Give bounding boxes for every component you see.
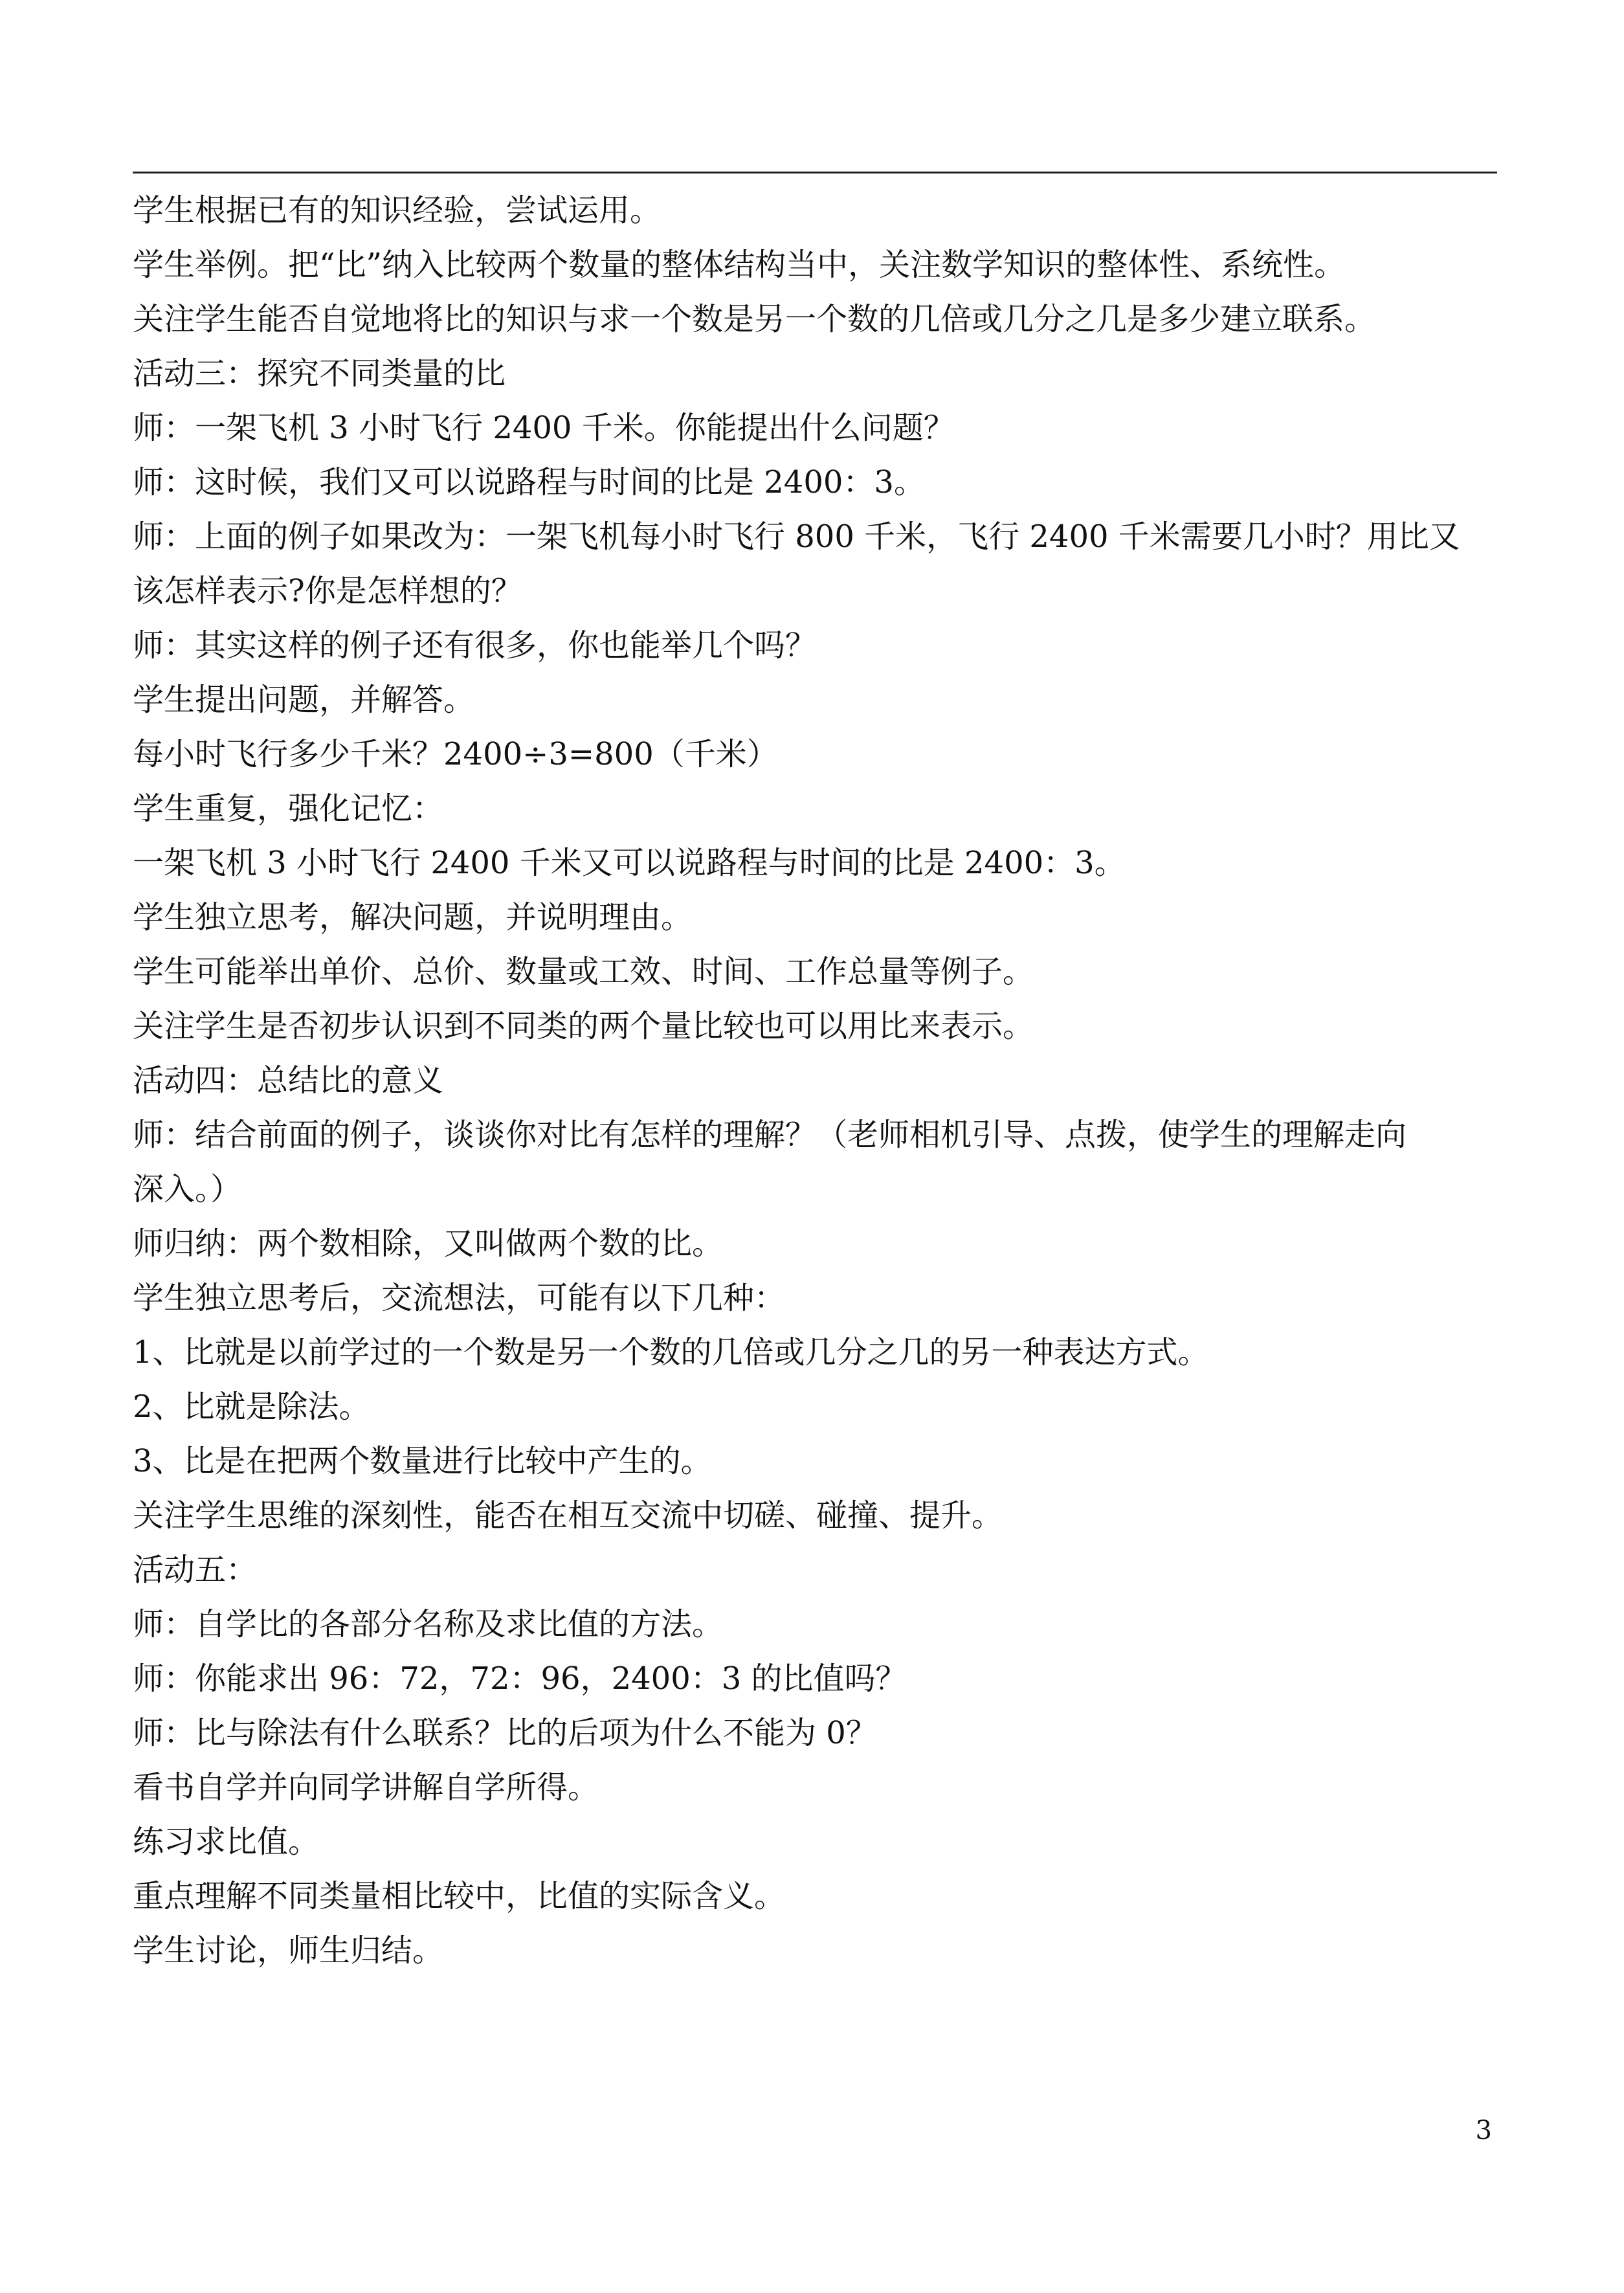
text-line: 重点理解不同类量相比较中，比值的实际含义。 bbox=[133, 1878, 786, 1914]
text-line: 师：结合前面的例子，谈谈你对比有怎样的理解？（老师相机引导、点拨，使学生的理解走向 bbox=[133, 1117, 1407, 1153]
section-heading: 活动五： bbox=[133, 1552, 258, 1588]
text-line: 师：上面的例子如果改为：一架飞机每小时飞行 800 千米，飞行 2400 千米需要几小时？用比又 bbox=[133, 519, 1460, 555]
text-line: 师归纳：两个数相除，又叫做两个数的比。 bbox=[133, 1225, 724, 1262]
text-line: 关注学生思维的深刻性，能否在相互交流中切磋、碰撞、提升。 bbox=[133, 1497, 1003, 1534]
text-line: 师：你能求出 96：72，72：96，2400：3 的比值吗？ bbox=[133, 1661, 907, 1697]
text-line: 深入。） bbox=[133, 1171, 242, 1207]
page-number: 3 bbox=[1475, 2116, 1492, 2145]
list-item: 1、比就是以前学过的一个数是另一个数的几倍或几分之几的另一种表达方式。 bbox=[133, 1334, 1209, 1370]
text-line: 学生独立思考，解决问题，并说明理由。 bbox=[133, 899, 693, 935]
text-line: 关注学生是否初步认识到不同类的两个量比较也可以用比来表示。 bbox=[133, 1008, 1034, 1044]
section-heading: 活动三：探究不同类量的比 bbox=[133, 355, 506, 392]
text-line: 师：这时候，我们又可以说路程与时间的比是 2400：3。 bbox=[133, 464, 925, 500]
text-line: 学生独立思考后，交流想法，可能有以下几种： bbox=[133, 1280, 786, 1316]
text-line: 师：其实这样的例子还有很多，你也能举几个吗？ bbox=[133, 627, 817, 664]
document-body bbox=[133, 183, 1497, 1978]
text-line: 一架飞机 3 小时飞行 2400 千米又可以说路程与时间的比是 2400：3。 bbox=[133, 845, 1126, 881]
section-heading: 活动四：总结比的意义 bbox=[133, 1062, 444, 1099]
text-line: 该怎样表示?你是怎样想的？ bbox=[133, 573, 522, 609]
text-line: 学生根据已有的知识经验，尝试运用。 bbox=[133, 192, 662, 229]
text-line: 学生可能举出单价、总价、数量或工效、时间、工作总量等例子。 bbox=[133, 954, 1034, 990]
text-line: 学生举例。把“比”纳入比较两个数量的整体结构当中，关注数学知识的整体性、系统性。 bbox=[133, 247, 1346, 283]
text-line: 师：比与除法有什么联系？比的后项为什么不能为 0？ bbox=[133, 1715, 877, 1751]
text-line: 关注学生能否自觉地将比的知识与求一个数是另一个数的几倍或几分之几是多少建立联系。 bbox=[133, 301, 1376, 337]
text-line: 看书自学并向同学讲解自学所得。 bbox=[133, 1769, 599, 1806]
list-item: 2、比就是除法。 bbox=[133, 1389, 370, 1425]
text-line: 每小时飞行多少千米？2400÷3=800（千米） bbox=[133, 736, 778, 772]
text-line: 师：自学比的各部分名称及求比值的方法。 bbox=[133, 1606, 724, 1642]
text-line: 练习求比值。 bbox=[133, 1824, 320, 1860]
text-line: 学生提出问题，并解答。 bbox=[133, 682, 475, 718]
text-line: 师：一架飞机 3 小时飞行 2400 千米。你能提出什么问题？ bbox=[133, 410, 955, 446]
list-item: 3、比是在把两个数量进行比较中产生的。 bbox=[133, 1443, 712, 1479]
text-line: 学生讨论，师生归结。 bbox=[133, 1932, 444, 1969]
header-rule bbox=[133, 172, 1497, 173]
text-line: 学生重复，强化记忆： bbox=[133, 790, 444, 827]
